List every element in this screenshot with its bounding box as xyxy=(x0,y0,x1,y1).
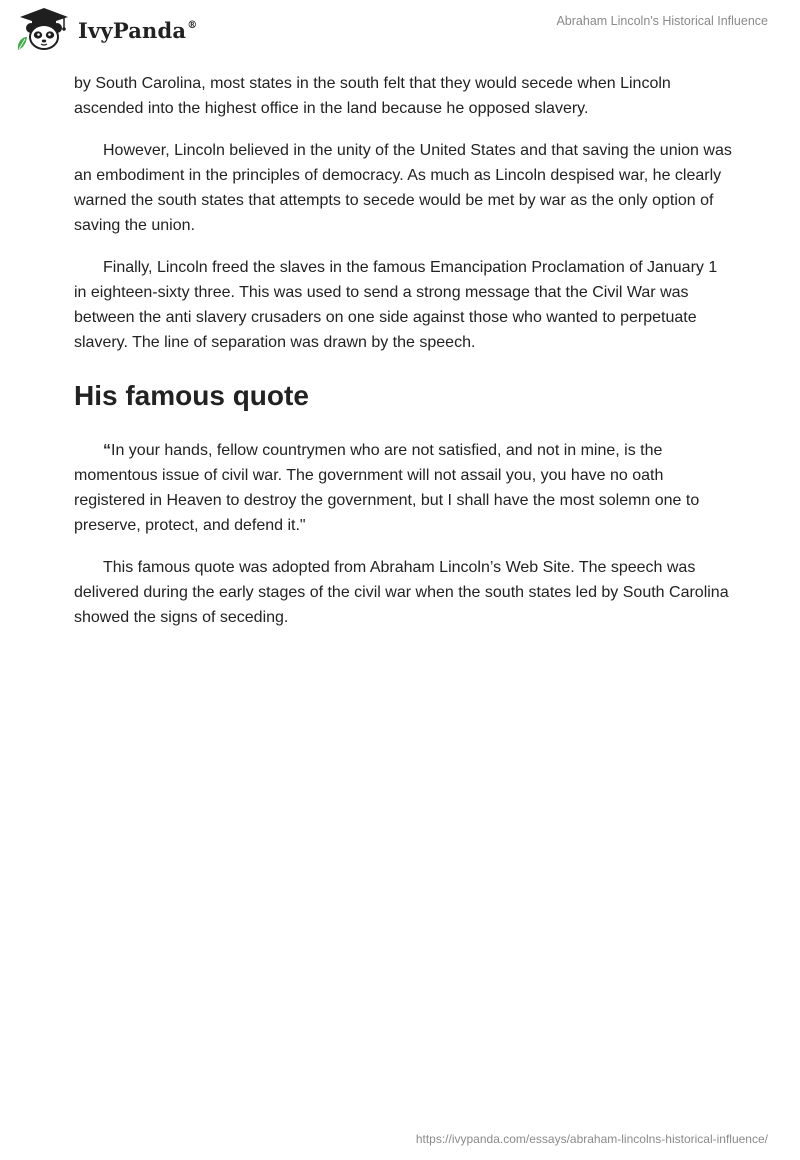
paragraph-5: This famous quote was adopted from Abraham Lincoln’s Web Site. The speech was delivered during the early stages of the civil war when the south states led by South Carolina showed the signs of seceding. xyxy=(74,559,729,626)
panda-logo-icon xyxy=(14,6,74,52)
paragraph-3: Finally, Lincoln freed the slaves in the famous Emancipation Proclamation of January 1 in eighteen-sixty three. This was used to send a strong message that the Civil War was between the anti slavery crusaders on one side against those who wanted to perpetuate slavery. The line of separation was drawn by the speech. xyxy=(74,259,718,351)
footer-url-link[interactable]: https://ivypanda.com/essays/abraham-lincolns-historical-influence/ xyxy=(415,1132,768,1146)
quote-paragraph xyxy=(74,438,734,538)
ivypanda-logo[interactable] xyxy=(14,6,197,52)
brand-name-text: IvyPanda xyxy=(78,17,187,43)
page-header xyxy=(0,0,800,64)
brand-name xyxy=(78,18,197,43)
essay-body xyxy=(74,71,734,647)
paragraph-2: However, Lincoln believed in the unity of the United States and that saving the union was an embodiment in the principles of democracy. As much as Lincoln despised war, he clearly warned the south states that attempts to secede would be met by war as the only option of saving the union. xyxy=(74,142,732,234)
section-heading: His famous quote xyxy=(74,380,309,411)
registered-mark: ® xyxy=(187,19,198,31)
paragraph-1: by South Carolina, most states in the south felt that they would secede when Lincoln ascended into the highest office in the land because he opposed slavery. xyxy=(74,75,671,117)
document-title: Abraham Lincoln's Historical Influence xyxy=(556,14,768,28)
quote-text: In your hands, fellow countrymen who are not satisfied, and not in mine, is the momentous issue of civil war. The government will not assail you, you have no oath registered in Heaven to destroy the government, but I shall have the most solemn one to preserve, protect, and defend it." xyxy=(74,442,700,534)
quote-open-mark: “ xyxy=(103,442,111,459)
